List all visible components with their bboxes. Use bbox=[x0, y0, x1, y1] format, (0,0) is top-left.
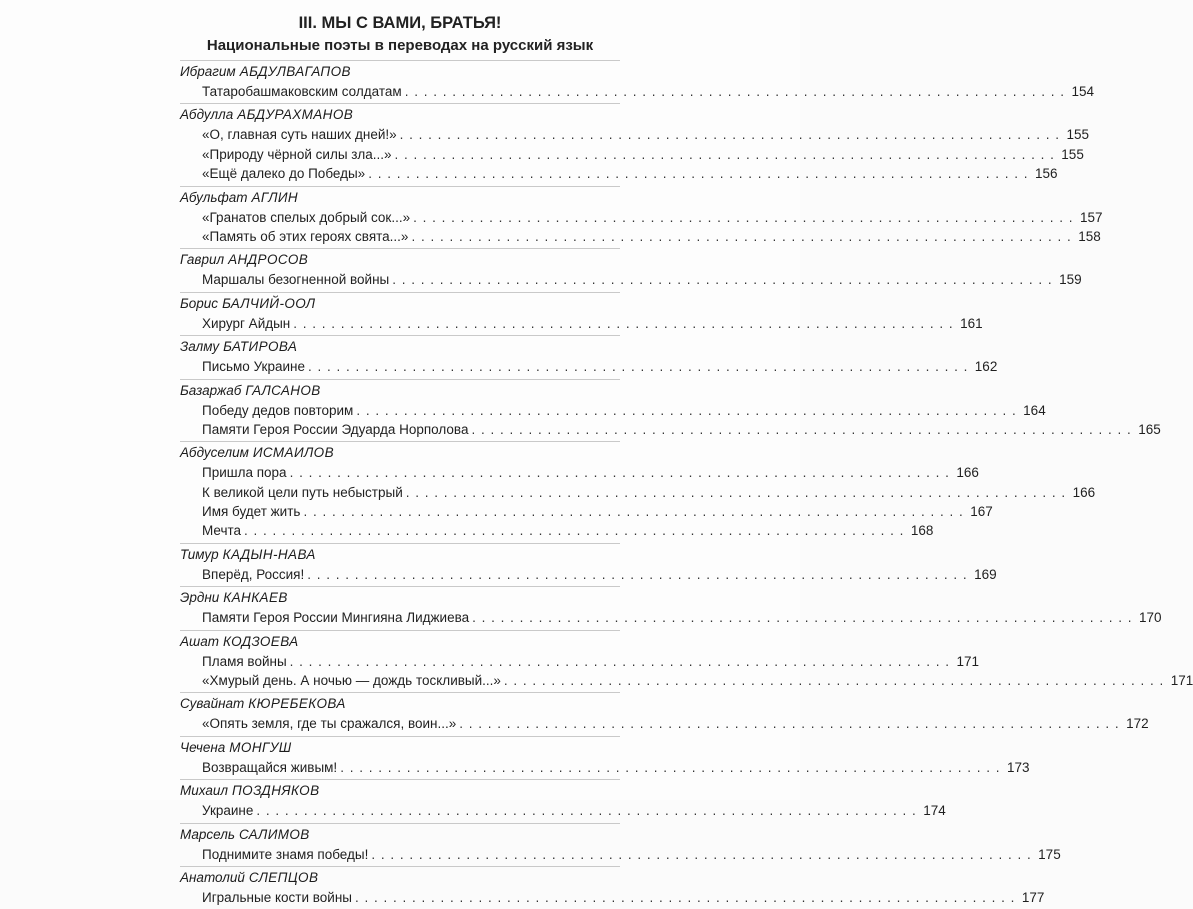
work-title: Пламя войны bbox=[202, 653, 287, 669]
author-last-name: АНДРОСОВ bbox=[228, 252, 309, 268]
dot-leader bbox=[459, 714, 1119, 733]
work-title: Памяти Героя России Эдуарда Норполова bbox=[202, 421, 469, 437]
work-title: «О, главная суть наших дней!» bbox=[202, 127, 397, 143]
author-last-name: ГАЛСАНОВ bbox=[245, 382, 321, 398]
work-title: Хирург Айдын bbox=[202, 315, 291, 331]
author-last-name: ИСМАИЛОВ bbox=[252, 445, 334, 461]
work-title: Возвращайся живым! bbox=[202, 759, 338, 775]
toc-entry[interactable] bbox=[180, 801, 946, 820]
author-name bbox=[180, 186, 620, 208]
work-title: «Гранатов спелых добрый сок...» bbox=[202, 209, 411, 225]
work-title: Победу дедов повторим bbox=[202, 402, 354, 418]
page-number: 172 bbox=[1126, 716, 1149, 732]
author-first-name: Борис bbox=[180, 295, 219, 311]
dot-leader bbox=[290, 652, 950, 671]
author-group bbox=[180, 779, 946, 820]
work-title: Татаробашмаковским солдатам bbox=[202, 84, 402, 99]
dot-leader bbox=[355, 888, 1015, 907]
dot-leader bbox=[290, 463, 950, 482]
author-last-name: САЛИМОВ bbox=[238, 826, 310, 842]
page-number: 175 bbox=[1038, 846, 1061, 862]
author-name bbox=[180, 543, 620, 565]
work-title: «Хмурый день. А ночью — дождь тоскливый...» bbox=[202, 673, 501, 689]
author-group bbox=[180, 692, 1149, 733]
work-title: К великой цели путь небыстрый bbox=[202, 484, 403, 500]
author-name bbox=[180, 586, 620, 608]
author-group bbox=[180, 379, 1161, 440]
page-number: 167 bbox=[970, 504, 993, 520]
author-last-name: КОДЗОЕВА bbox=[222, 633, 299, 649]
page-number: 155 bbox=[1066, 127, 1090, 143]
author-name bbox=[180, 630, 620, 652]
dot-leader bbox=[400, 125, 1060, 144]
dot-leader bbox=[394, 145, 1054, 164]
dot-leader bbox=[392, 270, 1052, 289]
author-last-name: СЛЕПЦОВ bbox=[248, 869, 319, 885]
work-title: Маршалы безогненной войны bbox=[202, 272, 390, 288]
author-group bbox=[180, 248, 1082, 289]
page-number: 157 bbox=[1079, 209, 1103, 225]
author-first-name: Ибрагим bbox=[180, 64, 236, 79]
dot-leader bbox=[405, 82, 1065, 101]
author-last-name: АБДУЛВАГАПОВ bbox=[239, 64, 351, 79]
toc-entry[interactable] bbox=[180, 714, 1149, 733]
toc-entry[interactable] bbox=[180, 314, 983, 333]
work-title: «Память об этих героях свята...» bbox=[202, 228, 409, 244]
page-number: 171 bbox=[956, 653, 980, 669]
toc-entry[interactable] bbox=[180, 125, 1090, 144]
dot-leader bbox=[293, 314, 953, 333]
author-last-name: КАНКАЕВ bbox=[223, 590, 288, 606]
work-title: «Опять земля, где ты сражался, воин...» bbox=[202, 716, 457, 732]
author-group bbox=[180, 292, 983, 333]
page-number: 161 bbox=[960, 315, 983, 331]
page-number: 154 bbox=[1071, 84, 1095, 99]
toc-entry[interactable] bbox=[180, 463, 979, 482]
author-last-name: БАЛЧИЙ-ООЛ bbox=[222, 295, 316, 311]
toc-entry[interactable] bbox=[180, 565, 997, 584]
toc-entry[interactable] bbox=[180, 401, 1046, 420]
toc-entry[interactable] bbox=[180, 521, 934, 540]
section-title: III. МЫ С ВАМИ, БРАТЬЯ! bbox=[298, 14, 502, 32]
page-number: 156 bbox=[1035, 166, 1058, 182]
author-last-name: АБДУРАХМАНОВ bbox=[237, 107, 354, 123]
dot-leader bbox=[504, 671, 1164, 690]
author-name bbox=[180, 248, 620, 270]
author-group bbox=[180, 103, 1090, 183]
page-number: 159 bbox=[1059, 272, 1082, 288]
author-group bbox=[180, 186, 1103, 247]
toc-entry[interactable] bbox=[180, 888, 1045, 907]
toc-entry[interactable] bbox=[180, 227, 1101, 246]
author-first-name: Эрдни bbox=[180, 590, 220, 606]
dot-leader bbox=[371, 845, 1031, 864]
author-first-name: Марсель bbox=[180, 826, 235, 842]
author-last-name: МОНГУШ bbox=[229, 739, 292, 755]
dot-leader bbox=[406, 483, 1066, 502]
dot-leader bbox=[307, 565, 967, 584]
author-first-name: Тимур bbox=[180, 546, 219, 562]
table-of-contents bbox=[180, 60, 1193, 909]
dot-leader bbox=[340, 758, 1000, 777]
toc-entry[interactable] bbox=[180, 502, 993, 521]
author-name bbox=[180, 379, 620, 401]
author-first-name: Михаил bbox=[180, 783, 228, 799]
toc-entry[interactable] bbox=[180, 608, 1162, 627]
author-name bbox=[180, 692, 620, 714]
author-first-name: Залму bbox=[180, 339, 220, 355]
work-title: «Природу чёрной силы зла...» bbox=[202, 146, 392, 162]
author-last-name: БАТИРОВА bbox=[223, 339, 298, 355]
work-title: Пришла пора bbox=[202, 465, 287, 481]
author-first-name: Ашат bbox=[180, 633, 219, 649]
page-number: 165 bbox=[1138, 421, 1161, 437]
work-title: Поднимите знамя победы! bbox=[202, 846, 369, 862]
author-group bbox=[180, 823, 1061, 864]
author-name bbox=[180, 823, 620, 845]
dot-leader bbox=[303, 502, 963, 521]
author-last-name: КАДЫН-НАВА bbox=[222, 546, 316, 562]
author-group bbox=[180, 586, 1162, 627]
author-first-name: Базаржаб bbox=[180, 382, 242, 398]
author-group bbox=[180, 60, 1095, 101]
dot-leader bbox=[368, 164, 1028, 183]
toc-entry[interactable] bbox=[180, 270, 1082, 289]
author-group bbox=[180, 441, 1096, 541]
author-name bbox=[180, 779, 620, 801]
toc-entry[interactable] bbox=[180, 652, 980, 671]
author-first-name: Абульфат bbox=[180, 189, 248, 205]
dot-leader bbox=[413, 208, 1073, 227]
dot-leader bbox=[471, 420, 1131, 439]
dot-leader bbox=[356, 401, 1016, 420]
author-group bbox=[180, 736, 1030, 777]
author-last-name: ПОЗДНЯКОВ bbox=[231, 783, 320, 799]
work-title: Мечта bbox=[202, 523, 242, 539]
author-group bbox=[180, 630, 1193, 691]
author-name bbox=[180, 441, 620, 463]
dot-leader bbox=[411, 227, 1071, 246]
toc-entry[interactable] bbox=[180, 845, 1061, 864]
work-title: Вперёд, Россия! bbox=[202, 566, 305, 582]
toc-entry[interactable] bbox=[180, 420, 1161, 439]
author-name bbox=[180, 60, 620, 82]
dot-leader bbox=[472, 608, 1132, 627]
work-title: Украине bbox=[202, 803, 254, 819]
toc-entry[interactable] bbox=[180, 483, 1096, 502]
page-number: 169 bbox=[974, 566, 997, 582]
author-last-name: КЮРЕБЕКОВА bbox=[248, 696, 346, 712]
dot-leader bbox=[308, 357, 968, 376]
page-number: 174 bbox=[923, 803, 946, 819]
page-number: 171 bbox=[1170, 673, 1193, 689]
page-number: 164 bbox=[1023, 402, 1046, 418]
toc-entry[interactable] bbox=[180, 208, 1103, 227]
toc-entry[interactable] bbox=[180, 145, 1084, 164]
page-number: 162 bbox=[974, 359, 998, 375]
author-first-name: Гаврил bbox=[180, 252, 225, 268]
dot-leader bbox=[256, 801, 916, 820]
dot-leader bbox=[244, 521, 904, 540]
page-number: 166 bbox=[1072, 484, 1096, 500]
author-group bbox=[180, 866, 1045, 907]
work-title: Имя будет жить bbox=[202, 504, 301, 520]
toc-entry[interactable] bbox=[180, 164, 1058, 183]
author-name bbox=[180, 103, 620, 125]
author-group bbox=[180, 335, 998, 376]
toc-entry[interactable] bbox=[180, 357, 998, 376]
work-title: «Ещё далеко до Победы» bbox=[202, 166, 366, 182]
author-first-name: Анатолий bbox=[180, 869, 245, 885]
work-title: Игральные кости войны bbox=[202, 889, 352, 905]
author-name bbox=[180, 335, 620, 357]
toc-entry[interactable] bbox=[180, 82, 1095, 101]
author-group bbox=[180, 543, 997, 584]
page-number: 170 bbox=[1138, 610, 1162, 626]
author-last-name: АГЛИН bbox=[251, 189, 299, 205]
author-first-name: Абдуселим bbox=[180, 445, 249, 461]
work-title: Письмо Украине bbox=[202, 359, 305, 375]
page-number: 173 bbox=[1007, 759, 1030, 775]
page-number: 177 bbox=[1021, 889, 1045, 905]
author-first-name: Чечена bbox=[180, 739, 226, 755]
author-name bbox=[180, 866, 620, 888]
page-number: 168 bbox=[910, 523, 934, 539]
author-name bbox=[180, 736, 620, 758]
page-number: 155 bbox=[1061, 146, 1084, 162]
page-number: 166 bbox=[956, 465, 979, 481]
author-first-name: Сувайнат bbox=[180, 696, 245, 712]
work-title: Памяти Героя России Мингияна Лиджиева bbox=[202, 610, 470, 626]
author-first-name: Абдулла bbox=[180, 107, 234, 123]
author-name bbox=[180, 292, 620, 314]
page-number: 158 bbox=[1078, 228, 1101, 244]
section-subtitle: Национальные поэты в переводах на русский язык bbox=[206, 37, 594, 54]
toc-entry[interactable] bbox=[180, 671, 1193, 690]
toc-entry[interactable] bbox=[180, 758, 1030, 777]
